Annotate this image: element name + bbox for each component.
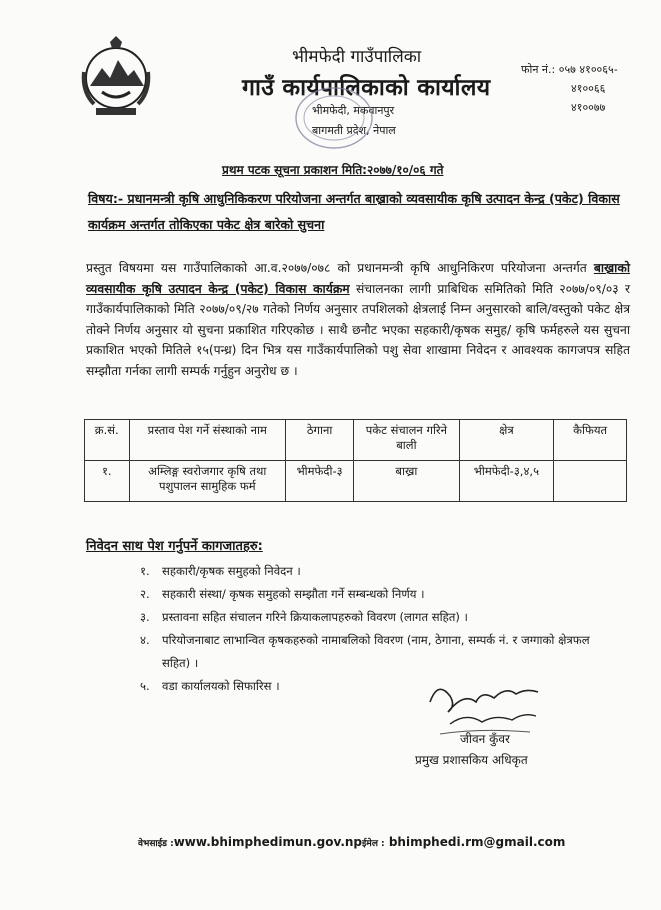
table-cell — [554, 461, 627, 502]
table-cell: १. — [85, 461, 130, 502]
table-cell: भीमफेदी-३ — [286, 461, 354, 502]
phone-block — [521, 60, 618, 117]
body-part-2: संचालनका लागी प्राबिधिक समितिको मिति २०७७/०९/०३ र गाउँकार्यपालिकाको मिति २०७७/०९/२७ गतेको निर्णय अनुसार तपशिलको क्षेत्रलाई निम्न अनुसारको बालि/वस्तुको पकेट क्षेत्र तोक्ने निर्णय अनुसार यो सुचना प्रकाशित गरिएकोछ । साथै छनौट भएका सहकारी/कृषक समुह/ कृषि फर्महरुले यस सुचना प्रकाशित भएको मितिले १५(पन्ध्र) दिन भित्र यस गाउँकार्यपालिको पशु सेवा शाखामा निवेदन र आवश्यक कागजपत्र सहित सम्झौता गर्नका लागी सम्पर्क गर्नुहुन अनुरोध छ । — [86, 281, 631, 378]
notice-date-line: प्रथम पटक सूचना प्रकाशन मिति:२०७७/१०/०६ गते — [222, 163, 444, 177]
table-header-row — [85, 420, 627, 461]
email-link: bhimphedi.rm@gmail.com — [388, 835, 566, 849]
table-row — [85, 461, 627, 502]
body-part-1: प्रस्तुत विषयमा यस गाउँपालिकाको आ.व.२०७७/०७८ को प्रधानमन्त्री कृषि आधुनिकिरण परियोजना अन्तर्गत — [86, 261, 594, 275]
list-number: ३. — [140, 610, 150, 624]
header-cell: कैफियत — [554, 420, 627, 461]
list-text: वडा कार्यालयको सिफारिस । — [162, 679, 280, 693]
nepal-emblem-icon — [72, 32, 160, 120]
header-cell: क्र.सं. — [85, 420, 130, 461]
pocket-table — [84, 419, 627, 502]
list-number: ५. — [140, 679, 150, 693]
list-number: २. — [140, 587, 150, 601]
municipality-name: भीमफेदी गाउँपालिका — [292, 47, 422, 67]
phone-line-1: फोन नं.: ०५७ ४१००६५- — [521, 63, 618, 76]
body-bold-program: बाख्राको व्यवसायीक कृषि उत्पादन केन्द्र (पकेट) विकास कार्यक्रम — [86, 261, 630, 296]
office-stamp-icon — [272, 78, 382, 153]
header-cell: क्षेत्र — [459, 420, 554, 461]
email-label: ईमेल : — [362, 839, 385, 849]
phone-line-3: ४१००७७ — [571, 101, 606, 114]
website-link: www.bhimphedimun.gov.np — [173, 835, 363, 849]
signatory-title: प्रमुख प्रशासकिय अधिकृत — [415, 753, 528, 767]
phone-line-2: ४१००६६ — [571, 82, 606, 95]
table-cell: बाख्रा — [354, 461, 459, 502]
list-item — [140, 583, 620, 606]
header-cell: ठेगाना — [286, 420, 354, 461]
table-cell: भीमफेदी-३,४,५ — [459, 461, 554, 502]
signatory-name: जीवन कुँवर — [460, 732, 510, 746]
list-item — [140, 629, 620, 675]
list-text: सहकारी/कृषक समुहको निवेदन । — [162, 564, 301, 578]
list-number: ४. — [140, 633, 150, 647]
list-text: प्रस्तावना सहित संचालन गरिने क्रियाकलापहरुको विवरण (लागत सहित) । — [162, 610, 468, 624]
website-label: वेभसाईड : — [138, 839, 174, 849]
list-text: सहकारी संस्था/ कृषक समुहको सम्झौता गर्ने सम्बन्धको निर्णय । — [162, 587, 425, 601]
list-item — [140, 560, 620, 583]
footer-contact — [138, 835, 565, 849]
office-name: गाउँ कार्यपालिकाको कार्यालय — [242, 75, 491, 101]
body-paragraph — [86, 258, 630, 382]
header-cell: प्रस्ताव पेश गर्ने संस्थाको नाम — [129, 420, 285, 461]
office-location-2: बागमती प्रदेश, नेपाल — [312, 124, 396, 137]
table-cell: अम्लिङ्ग स्वरोजगार कृषि तथा पशुपालन सामुहिक फर्म — [129, 461, 285, 502]
subject-line: विषय:- प्रधानमन्त्री कृषि आधुनिकिकरण परियोजना अन्तर्गत बाख्राको व्यवसायीक कृषि उत्पादन केन्द्र (पकेट) विकास कार्यक्रम अन्तर्गत तोकिएका पकेट क्षेत्र बारेको सुचना — [88, 191, 620, 232]
list-item — [140, 606, 620, 629]
header-cell: पकेट संचालन गरिने बाली — [354, 420, 459, 461]
list-number: १. — [140, 564, 150, 578]
documents-title: निवेदन साथ पेश गर्नुपर्ने कागजातहरु: — [86, 539, 263, 554]
list-text: परियोजनाबाट लाभान्वित कृषकहरुको नामाबलिको विवरण (नाम, ठेगाना, सम्पर्क नं. र जग्गाको क्षेत्रफल सहित) । — [162, 633, 590, 670]
office-location-1: भीमफेदी, मकवानपुर — [312, 104, 395, 117]
